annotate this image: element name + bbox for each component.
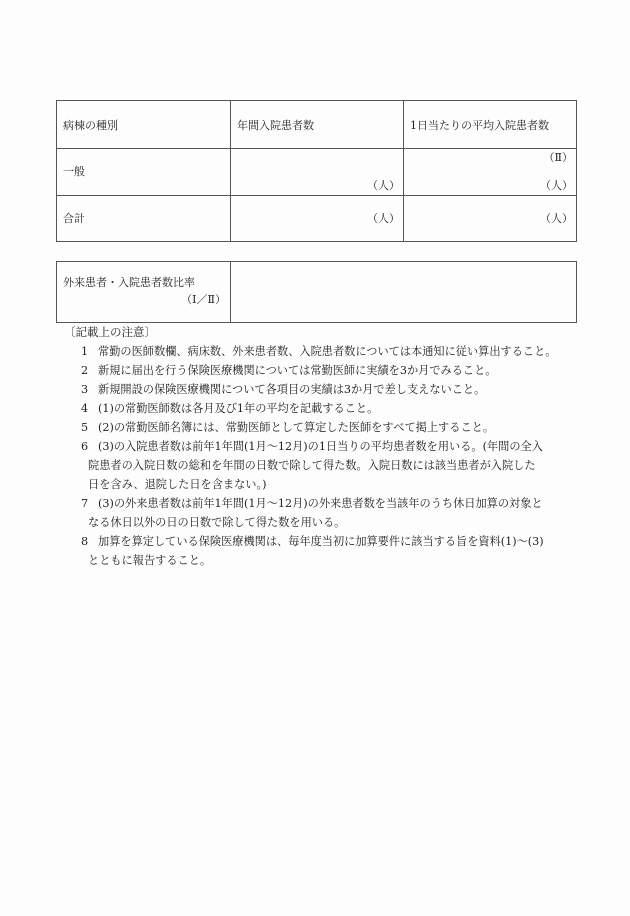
- note-text: なる休日以外の日の日数で除して得た数を用いる。: [88, 516, 346, 529]
- total-daily-unit: （人）: [540, 212, 573, 225]
- header-annual-inpatients: 年間入院患者数: [237, 119, 314, 132]
- note-text: 加算を算定している保険医療機関は、毎年度当初に加算要件に該当する旨を資料(1)～(3): [98, 535, 544, 548]
- ratio-value-input[interactable]: [231, 262, 576, 322]
- general-annual-unit: （人）: [367, 179, 400, 192]
- note-text: (3)の外来患者数は前年1年間(1月～12月)の外来患者数を当該年のうち休日加算の対象と: [98, 497, 543, 510]
- note-text: 新規開設の保険医療機関について各項目の実績は3か月で差し支えないこと。: [98, 383, 486, 396]
- note-number: 3: [81, 383, 89, 396]
- note-number: 8: [81, 535, 89, 548]
- ratio-label: 外来患者・入院患者数比率: [63, 276, 195, 289]
- note-text: とともに報告すること。: [88, 554, 212, 567]
- note-text: 院患者の入院日数の総和を年間の日数で除して得た数。入院日数には該当患者が入院した: [88, 459, 536, 472]
- row-label-general: 一般: [63, 165, 85, 178]
- note-text: (1)の常勤医師数は各月及び1年の平均を記載すること。: [98, 402, 379, 415]
- row-label-total: 合計: [63, 212, 85, 225]
- general-daily-unit: （人）: [540, 179, 573, 192]
- note-text: 日を含み、退院した日を含まない。): [88, 478, 267, 491]
- inpatient-table: [56, 100, 577, 242]
- note-number: 5: [81, 421, 89, 434]
- note-number: 7: [81, 497, 89, 510]
- general-daily-marker: （Ⅱ）: [543, 151, 573, 164]
- note-number: 2: [81, 364, 89, 377]
- note-number: 6: [81, 440, 89, 453]
- header-ward-type: 病棟の種別: [63, 119, 118, 132]
- note-number: 4: [81, 402, 89, 415]
- note-text: (2)の常勤医師名簿には、常勤医師として算定した医師をすべて掲上すること。: [98, 421, 495, 434]
- note-text: 新規に届出を行う保険医療機関については常勤医師に実績を3か月でみること。: [98, 364, 497, 377]
- header-daily-avg-inpatients: 1日当たりの平均入院患者数: [410, 119, 549, 132]
- ratio-formula: （Ⅰ／Ⅱ）: [181, 293, 226, 306]
- total-annual-unit: （人）: [367, 212, 400, 225]
- note-text: (3)の入院患者数は前年1年間(1月～12月)の1日当りの平均患者数を用いる。(年間の全入: [98, 440, 543, 453]
- note-text: 常勤の医師数欄、病床数、外来患者数、入院患者数については本通知に従い算出すること。: [98, 345, 557, 358]
- ratio-table: [56, 261, 577, 323]
- notes-heading: 〔記載上の注意〕: [64, 325, 156, 339]
- note-number: 1: [81, 345, 89, 358]
